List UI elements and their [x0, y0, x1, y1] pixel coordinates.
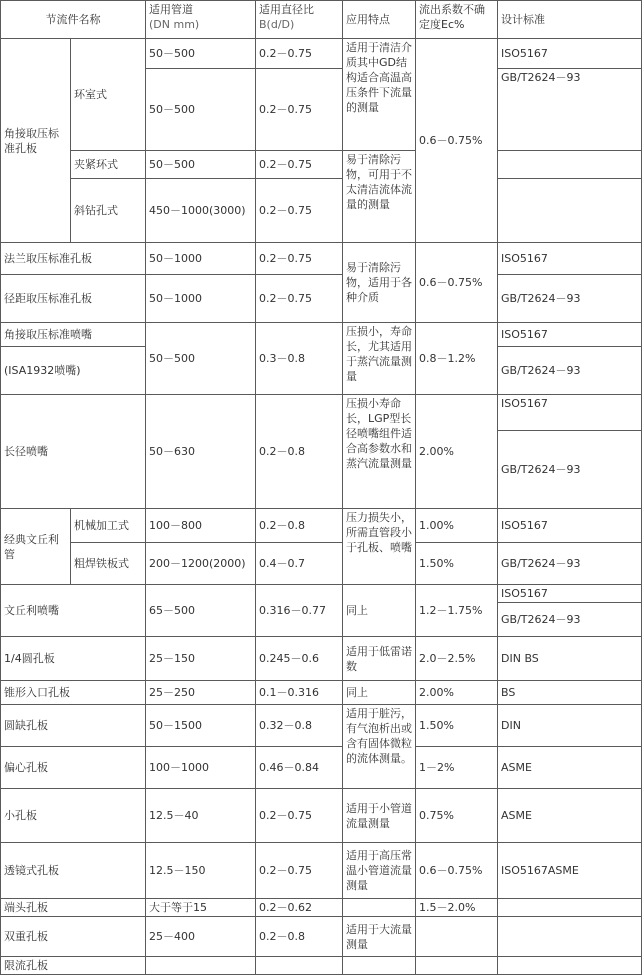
feature-cell: 适用于高压常温小管道流量测量	[343, 843, 416, 899]
beta-cell: 0.2－0.8	[256, 509, 343, 543]
uncertainty-cell: 2.0－2.5%	[416, 637, 498, 681]
feature-cell: 同上	[343, 585, 416, 637]
feature-cell: 压损小，寿命长，尤其适用于蒸汽流量测量	[343, 323, 416, 395]
row-name-cell: 法兰取压标准孔板	[1, 243, 146, 275]
standard-cell: ASME	[498, 747, 642, 789]
feature-cell: 压损小寿命长，LGP型长径喷嘴组件适合高参数水和蒸汽流量测量	[343, 395, 416, 509]
standard-cell: ISO5167	[498, 243, 642, 275]
feature-cell: 易于清除污物，可用于不太清洁流体流量的测量	[343, 151, 416, 243]
table-row	[1, 509, 642, 543]
feature-cell: 适用于脏污，有气泡析出或含有固体微粒的流体测量。	[343, 705, 416, 789]
uncertainty-cell: 1.50%	[416, 543, 498, 585]
uncertainty-cell: 2.00%	[416, 395, 498, 509]
table-row	[1, 39, 642, 69]
dn-cell: 50－1000	[146, 275, 256, 323]
beta-cell	[256, 957, 343, 975]
uncertainty-cell: 0.6－0.75%	[416, 243, 498, 323]
beta-cell: 0.2－0.8	[256, 395, 343, 509]
standard-cell: BS	[498, 681, 642, 705]
row-name-cell: 经典文丘利管	[1, 509, 71, 585]
uncertainty-cell: 1.00%	[416, 509, 498, 543]
row-name-cell: 角接取压标准喷嘴	[1, 323, 146, 347]
standard-cell: ISO5167	[498, 509, 642, 543]
row-name-cell: (ISA1932喷嘴)	[1, 347, 146, 395]
uncertainty-cell: 1－2%	[416, 747, 498, 789]
table-row	[1, 323, 642, 347]
beta-cell: 0.2－0.75	[256, 243, 343, 275]
uncertainty-cell: 1.50%	[416, 705, 498, 747]
dn-cell: 25－150	[146, 637, 256, 681]
dn-cell: 450－1000(3000)	[146, 179, 256, 243]
standard-cell: GB/T2624－93	[498, 275, 642, 323]
standard-cell	[498, 899, 642, 917]
beta-cell: 0.2－0.75	[256, 179, 343, 243]
uncertainty-cell: 0.6－0.75%	[416, 39, 498, 243]
dn-cell: 50－1500	[146, 705, 256, 747]
feature-cell	[343, 899, 416, 917]
beta-cell: 0.2－0.75	[256, 275, 343, 323]
beta-cell: 0.2－0.75	[256, 39, 343, 69]
beta-cell: 0.245－0.6	[256, 637, 343, 681]
feature-cell: 适用于大流量测量	[343, 917, 416, 957]
table-row	[1, 957, 642, 975]
standard-cell: ASME	[498, 789, 642, 843]
table-row	[1, 395, 642, 431]
beta-cell: 0.2－0.75	[256, 151, 343, 179]
dn-cell: 50－630	[146, 395, 256, 509]
header-row	[1, 1, 642, 39]
header-standard: 设计标准	[498, 1, 642, 39]
dn-cell: 25－400	[146, 917, 256, 957]
table-row	[1, 705, 642, 747]
beta-cell: 0.2－0.75	[256, 843, 343, 899]
table-row	[1, 747, 642, 789]
beta-cell: 0.3－0.8	[256, 323, 343, 395]
header-uncertainty: 流出系数不确定度Ec%	[416, 1, 498, 39]
header-beta	[256, 1, 343, 39]
standard-cell: ISO5167ASME	[498, 843, 642, 899]
subtype-cell: 环室式	[71, 39, 146, 151]
table-row	[1, 179, 642, 243]
standard-cell: DIN BS	[498, 637, 642, 681]
standard-cell: GB/T2624－93	[498, 603, 642, 637]
header-pipe-line2: (DN mm)	[149, 18, 200, 31]
row-name-cell: 文丘利喷嘴	[1, 585, 146, 637]
dn-cell: 100－1000	[146, 747, 256, 789]
feature-cell: 适用于清洁介质其中GD结构适合高温高压条件下流量的测量	[343, 39, 416, 151]
beta-cell: 0.2－0.8	[256, 917, 343, 957]
standard-cell: ISO5167	[498, 323, 642, 347]
feature-cell	[343, 957, 416, 975]
row-name-cell: 偏心孔板	[1, 747, 146, 789]
beta-cell: 0.316－0.77	[256, 585, 343, 637]
standard-cell: ISO5167	[498, 395, 642, 431]
header-beta-line2: Β(d/D)	[259, 18, 295, 31]
table-row	[1, 789, 642, 843]
dn-cell: 100－800	[146, 509, 256, 543]
uncertainty-cell: 0.75%	[416, 789, 498, 843]
beta-cell: 0.2－0.75	[256, 69, 343, 151]
row-name-cell: 限流孔板	[1, 957, 146, 975]
standard-cell: DIN	[498, 705, 642, 747]
feature-cell: 同上	[343, 681, 416, 705]
standard-cell	[498, 957, 642, 975]
header-pipe-line1: 适用管道	[149, 3, 193, 16]
standard-cell: GB/T2624－93	[498, 543, 642, 585]
standard-cell: GB/T2624－93	[498, 69, 642, 151]
standard-cell	[498, 151, 642, 179]
feature-cell: 易于清除污物，适用于各种介质	[343, 243, 416, 323]
subtype-cell: 机械加工式	[71, 509, 146, 543]
row-name-cell: 角接取压标准孔板	[1, 39, 71, 243]
table-row	[1, 899, 642, 917]
dn-cell: 200－1200(2000)	[146, 543, 256, 585]
subtype-cell: 粗焊铁板式	[71, 543, 146, 585]
dn-cell: 12.5－150	[146, 843, 256, 899]
uncertainty-cell	[416, 957, 498, 975]
row-name-cell: 圆缺孔板	[1, 705, 146, 747]
uncertainty-cell: 0.6－0.75%	[416, 843, 498, 899]
row-name-cell: 长径喷嘴	[1, 395, 146, 509]
subtype-cell: 夹紧环式	[71, 151, 146, 179]
table-row	[1, 275, 642, 323]
feature-cell: 适用于低雷诺数	[343, 637, 416, 681]
standard-cell: ISO5167	[498, 585, 642, 603]
dn-cell: 65－500	[146, 585, 256, 637]
row-name-cell: 1/4圆孔板	[1, 637, 146, 681]
dn-cell: 50－500	[146, 151, 256, 179]
beta-cell: 0.32－0.8	[256, 705, 343, 747]
row-name-cell: 透镜式孔板	[1, 843, 146, 899]
table-row	[1, 681, 642, 705]
uncertainty-cell: 0.8－1.2%	[416, 323, 498, 395]
header-pipe	[146, 1, 256, 39]
row-name-cell: 锥形入口孔板	[1, 681, 146, 705]
dn-cell	[146, 957, 256, 975]
standard-cell: ISO5167	[498, 39, 642, 69]
uncertainty-cell: 1.2－1.75%	[416, 585, 498, 637]
standard-cell	[498, 917, 642, 957]
header-features: 应用特点	[343, 1, 416, 39]
feature-cell: 适用于小管道流量测量	[343, 789, 416, 843]
header-name: 节流件名称	[1, 1, 146, 39]
header-beta-line1: 适用直径比	[259, 3, 314, 16]
table-row	[1, 243, 642, 275]
dn-cell: 50－1000	[146, 243, 256, 275]
uncertainty-cell	[416, 917, 498, 957]
standard-cell	[498, 179, 642, 243]
standard-cell: GB/T2624－93	[498, 431, 642, 509]
table-row	[1, 151, 642, 179]
table-row	[1, 843, 642, 899]
beta-cell: 0.1－0.316	[256, 681, 343, 705]
row-name-cell: 双重孔板	[1, 917, 146, 957]
uncertainty-cell: 1.5－2.0%	[416, 899, 498, 917]
table-row	[1, 917, 642, 957]
dn-cell: 大于等于15	[146, 899, 256, 917]
standard-cell: GB/T2624－93	[498, 347, 642, 395]
row-name-cell: 小孔板	[1, 789, 146, 843]
dn-cell: 50－500	[146, 39, 256, 69]
dn-cell: 50－500	[146, 69, 256, 151]
table-row	[1, 543, 642, 585]
dn-cell: 50－500	[146, 323, 256, 395]
feature-cell: 压力损失小，所需直管段小于孔板、喷嘴	[343, 509, 416, 585]
beta-cell: 0.2－0.75	[256, 789, 343, 843]
table-row	[1, 585, 642, 603]
dn-cell: 12.5－40	[146, 789, 256, 843]
beta-cell: 0.46－0.84	[256, 747, 343, 789]
row-name-cell: 径距取压标准孔板	[1, 275, 146, 323]
row-name-cell: 端头孔板	[1, 899, 146, 917]
beta-cell: 0.2－0.62	[256, 899, 343, 917]
dn-cell: 25－250	[146, 681, 256, 705]
beta-cell: 0.4－0.7	[256, 543, 343, 585]
subtype-cell: 斜钻孔式	[71, 179, 146, 243]
uncertainty-cell: 2.00%	[416, 681, 498, 705]
table-row	[1, 637, 642, 681]
